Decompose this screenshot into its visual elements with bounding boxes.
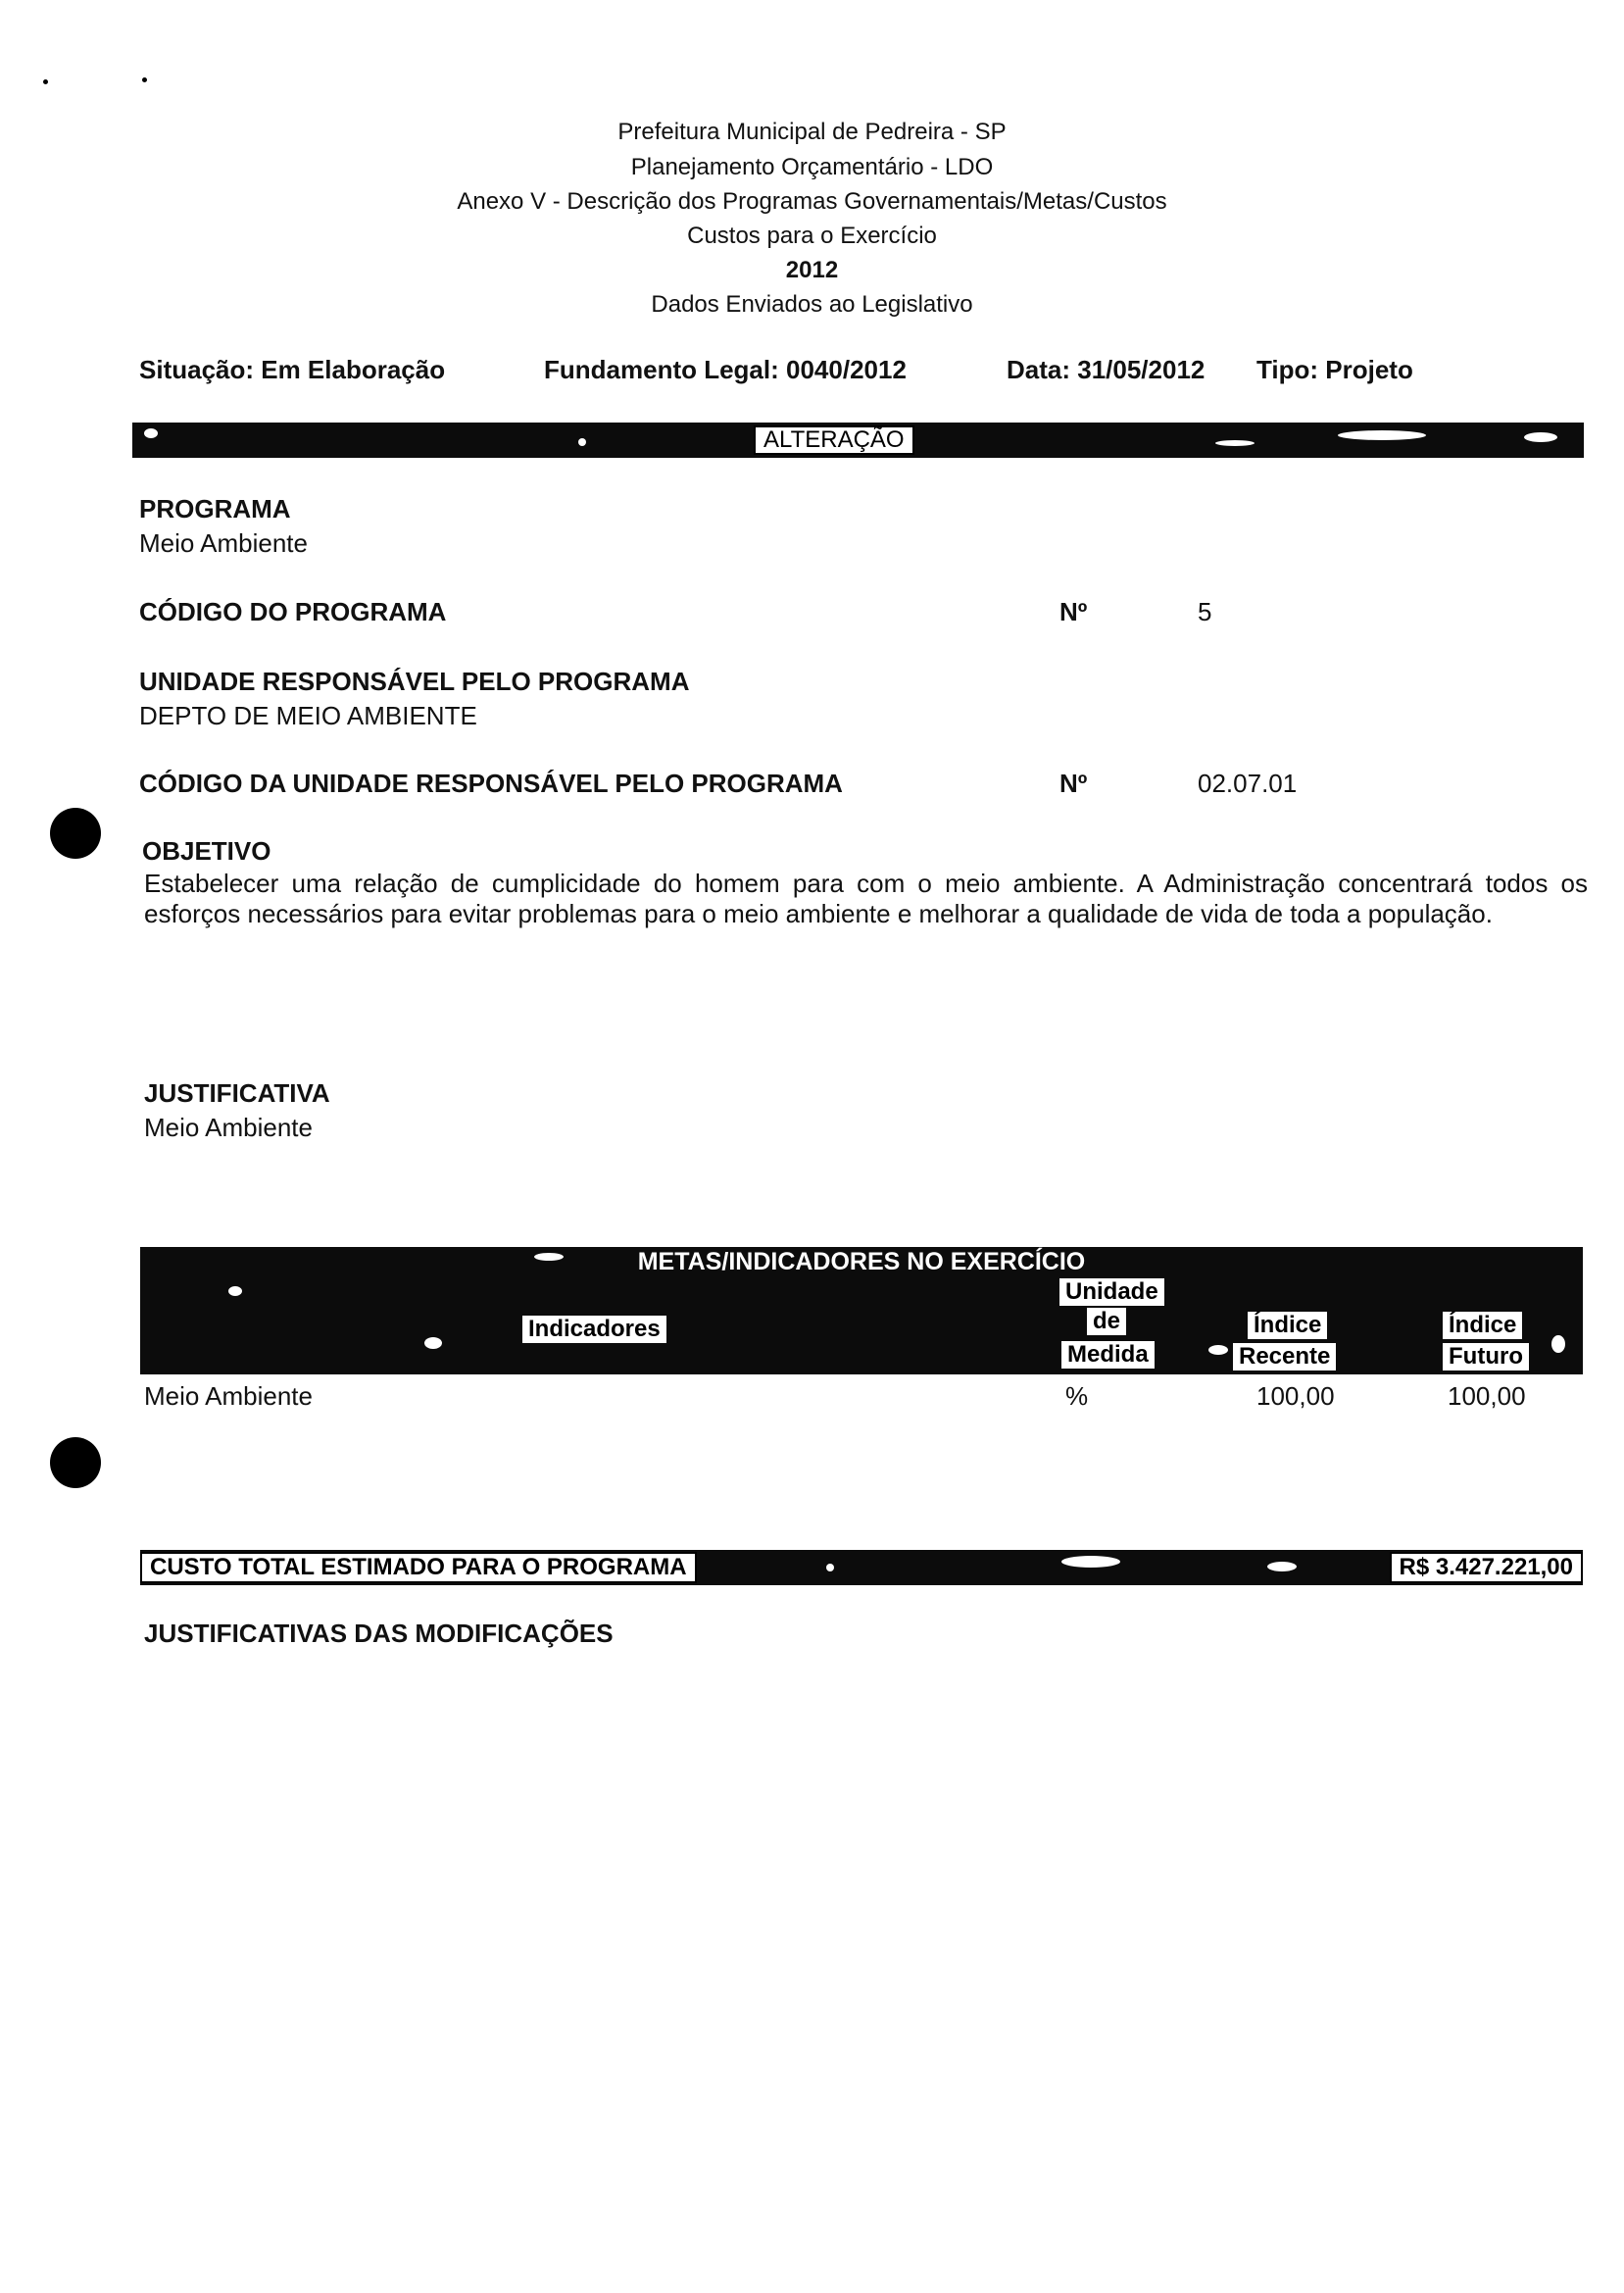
- header-indice-recente-line1: Índice: [1248, 1312, 1327, 1339]
- header-indicadores: Indicadores: [522, 1316, 666, 1343]
- data-text: Data: 31/05/2012: [1007, 355, 1206, 384]
- scan-speck: [1208, 1345, 1228, 1355]
- header-unidade-line1: Unidade: [1059, 1278, 1164, 1306]
- metas-row-indicador: Meio Ambiente: [144, 1381, 313, 1411]
- metas-row-unidade: %: [1065, 1381, 1089, 1411]
- header-costs: Custos para o Exercício: [687, 223, 937, 249]
- scan-speck: [1061, 1556, 1120, 1568]
- scan-speck: [1551, 1335, 1565, 1353]
- programa-label: PROGRAMA: [139, 494, 291, 523]
- scan-speck: [1215, 440, 1255, 446]
- header-indice-recente-line2: Recente: [1233, 1343, 1336, 1371]
- scan-speck: [1267, 1562, 1297, 1571]
- header-indice-futuro-line1: Índice: [1443, 1312, 1522, 1339]
- objetivo-text: Estabelecer uma relação de cumplicidade do homem para com o meio ambiente. A Administração concentrará todos os esforços necessários para evitar problemas para o meio ambiente e melhorar a qualidade de vida de toda a população.: [144, 869, 1588, 928]
- custo-total-label: CUSTO TOTAL ESTIMADO PARA O PROGRAMA: [140, 1552, 697, 1583]
- unidade-value: DEPTO DE MEIO AMBIENTE: [139, 701, 477, 730]
- header-indice-futuro-line2: Futuro: [1443, 1343, 1529, 1371]
- programa-value: Meio Ambiente: [139, 528, 308, 558]
- header-sent: Dados Enviados ao Legislativo: [651, 291, 973, 318]
- objetivo-label: OBJETIVO: [142, 836, 271, 866]
- codigo-unidade-value: 02.07.01: [1198, 769, 1298, 798]
- header-municipality: Prefeitura Municipal de Pedreira - SP: [617, 119, 1007, 145]
- situacao-text: Situação: Em Elaboração: [139, 355, 446, 384]
- justificativa-value: Meio Ambiente: [144, 1113, 313, 1142]
- header-annex: Anexo V - Descrição dos Programas Governamentais/Metas/Custos: [457, 188, 1167, 215]
- punch-hole-mark: [50, 1437, 101, 1488]
- codigo-programa-num-label: Nº: [1059, 597, 1088, 626]
- codigo-programa-value: 5: [1198, 597, 1212, 626]
- tipo-text: Tipo: Projeto: [1256, 355, 1413, 384]
- scan-speck: [578, 438, 586, 446]
- header-unidade-line3: Medida: [1061, 1341, 1155, 1369]
- metas-title: METAS/INDICADORES NO EXERCÍCIO: [637, 1248, 1086, 1275]
- scan-speck: [228, 1286, 242, 1296]
- scan-speck: [142, 77, 147, 82]
- codigo-unidade-label: CÓDIGO DA UNIDADE RESPONSÁVEL PELO PROGRAMA: [139, 769, 843, 798]
- custo-total-bar: [140, 1550, 1583, 1585]
- justificativa-label: JUSTIFICATIVA: [144, 1078, 330, 1108]
- metas-row-indice-futuro: 100,00: [1448, 1381, 1526, 1411]
- unidade-label: UNIDADE RESPONSÁVEL PELO PROGRAMA: [139, 667, 690, 696]
- scan-speck: [826, 1564, 834, 1571]
- scan-speck: [1338, 430, 1426, 440]
- metas-row-indice-recente: 100,00: [1256, 1381, 1335, 1411]
- scan-speck: [43, 79, 48, 84]
- alteracao-bar: [132, 423, 1584, 458]
- scan-speck: [1524, 432, 1557, 442]
- header-year: 2012: [785, 257, 839, 283]
- metas-header-block: [140, 1247, 1583, 1374]
- custo-total-value: R$ 3.427.221,00: [1390, 1552, 1583, 1583]
- punch-hole-mark: [50, 808, 101, 859]
- alteracao-label: ALTERAÇÃO: [754, 425, 914, 455]
- codigo-unidade-num-label: Nº: [1059, 769, 1088, 798]
- justificativas-modificacoes-label: JUSTIFICATIVAS DAS MODIFICAÇÕES: [144, 1619, 614, 1648]
- codigo-programa-label: CÓDIGO DO PROGRAMA: [139, 597, 447, 626]
- scan-speck: [144, 428, 158, 438]
- fundamento-text: Fundamento Legal: 0040/2012: [544, 355, 907, 384]
- header-planning: Planejamento Orçamentário - LDO: [630, 154, 994, 180]
- scan-speck: [424, 1337, 442, 1349]
- header-unidade-line2: de: [1087, 1308, 1126, 1335]
